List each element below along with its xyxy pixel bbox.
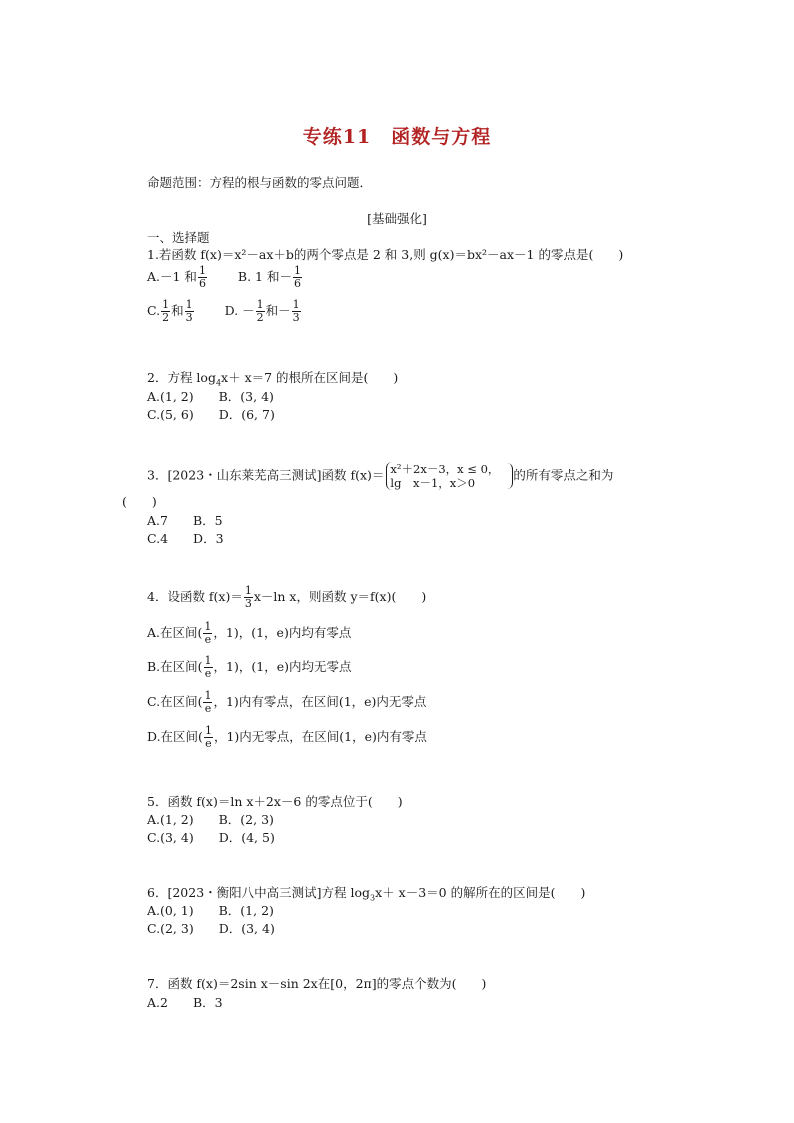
fraction: $\frac{1}{2}$ [256, 298, 264, 324]
q5-options-ab: A.(1, 2) B．(2, 3) [147, 812, 274, 827]
q4-option-d: D.在区间( $\frac{1}{e}$ ，1)内无零点，在区间(1，e)内有零点 [147, 724, 427, 750]
fraction: $\frac{1}{e}$ [204, 689, 212, 715]
q1-option-d: D. － $\frac{1}{2}$ 和－ $\frac{1}{3}$ [224, 298, 300, 324]
fraction: $\frac{1}{6}$ [293, 264, 301, 290]
q6-options-cd: C.(2, 3) D．(3, 4) [147, 921, 275, 936]
q5-options-cd: C.(3, 4) D．(4, 5) [147, 830, 275, 845]
q4-option-c: C.在区间( $\frac{1}{e}$ ，1)内有零点，在区间(1，e)内无零点 [147, 689, 427, 715]
q3-options-cd: C.4 D．3 [147, 531, 224, 546]
q3-stem: 3．[2023・山东莱芜高三测试]函数 f(x)＝ x²＋2x－3，x ≤ 0， lg x－1，x＞0 的所有零点之和为 [147, 462, 614, 490]
q3-answer-paren: ( ) [122, 494, 157, 509]
q5-stem: 5．函数 f(x)＝ln x＋2x－6 的零点位于( ) [147, 794, 403, 809]
q6-options-ab: A.(0, 1) B．(1, 2) [147, 903, 274, 918]
q2-stem: 2．方程 $\log_4x+ x=7$ 的根所在区间是( ) [147, 370, 399, 388]
q7-stem: 7．函数 f(x)＝2sin x－sin 2x在[0，2π]的零点个数为( ) [147, 976, 487, 991]
part-heading: 一、选择题 [147, 230, 210, 245]
q7-options-ab: A.2 B．3 [147, 995, 223, 1010]
fraction: $\frac{1}{3}$ [244, 584, 252, 610]
q1-options-cd [147, 299, 302, 324]
q4-option-a: A.在区间( $\frac{1}{e}$ ，1)，(1，e)内均有零点 [147, 620, 352, 646]
q4-option-b: B.在区间( $\frac{1}{e}$ ，1)，(1，e)内均无零点 [147, 654, 352, 680]
fraction: $\frac{1}{e}$ [204, 724, 212, 750]
q6-stem: 6．[2023・衡阳八中高三测试]方程 $\log_3x+ x-3=0$ 的解所在的区间是( ) [147, 885, 586, 903]
q2-options-cd: C.(5, 6) D．(6, 7) [147, 407, 275, 422]
page-title: 专练11 函数与方程 [302, 126, 492, 148]
q1-stem: 1.若函数 f(x)＝x²－ax＋b的两个零点是 2 和 3,则 g(x)＝bx²－ax－1 的零点是( ) [147, 247, 624, 262]
fraction: $\frac{1}{2}$ [162, 298, 170, 324]
q1-options-ab [147, 265, 303, 290]
q1-option-a: A.－1 和 $\frac{1}{6}$ [147, 264, 206, 290]
scope-text: 命题范围：方程的根与函数的零点问题． [147, 175, 373, 190]
q4-stem: 4．设函数 f(x)＝ $\frac{1}{3}$ x－ln x，则函数 y＝f(x)( ) [147, 584, 427, 610]
q1-option-b: B. 1 和－ $\frac{1}{6}$ [237, 264, 301, 290]
q2-options-ab: A.(1, 2) B．(3, 4) [147, 389, 274, 404]
q3-options-ab: A.7 B．5 [147, 513, 223, 528]
fraction: $\frac{1}{e}$ [204, 620, 212, 646]
piecewise-function: x²＋2x－3，x ≤ 0， lg x－1，x＞0 [386, 462, 505, 490]
section-heading: [基础强化] [367, 211, 427, 226]
fraction: $\frac{1}{e}$ [204, 654, 212, 680]
q1-option-c: C. $\frac{1}{2}$ 和 $\frac{1}{3}$ [147, 298, 193, 324]
fraction: $\frac{1}{6}$ [198, 264, 206, 290]
fraction: $\frac{1}{3}$ [292, 298, 300, 324]
fraction: $\frac{1}{3}$ [185, 298, 193, 324]
